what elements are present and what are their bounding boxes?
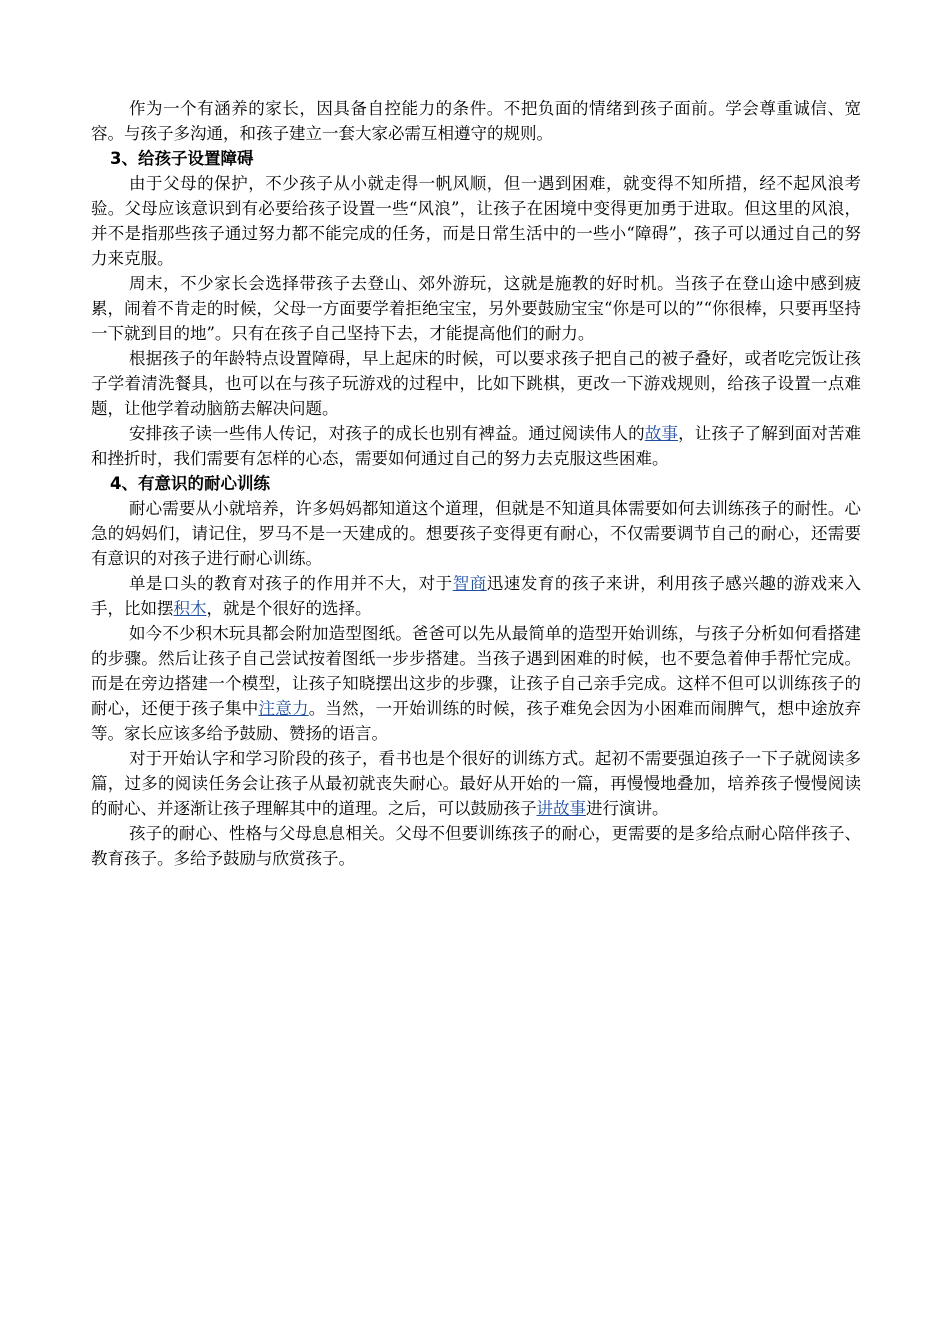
paragraph: 作为一个有涵养的家长，因具备自控能力的条件。不把负面的情绪到孩子面前。学会尊重诚信、宽容。与孩子多沟通，和孩子建立一套大家必需互相遵守的规则。	[91, 99, 861, 143]
paragraph	[91, 621, 861, 746]
paragraph	[91, 421, 861, 471]
link-iq[interactable]: 智商	[452, 574, 487, 593]
paragraph: 根据孩子的年龄特点设置障碍，早上起床的时候，可以要求孩子把自己的被子叠好，或者吃完饭让孩子学着清洗餐具，也可以在与孩子玩游戏的过程中，比如下跳棋，更改一下游戏规则，给孩子设置一点难题，让他学着动脑筋去解决问题。	[91, 349, 861, 418]
paragraph-text: 对于开始认字和学习阶段的孩子，看书也是个很好的训练方式。起初不需要强迫孩子一下子就阅读多篇，过多的阅读任务会让孩子从最初就丧失耐心。最好从开始的一篇，再慢慢地叠加，培养孩子慢慢阅读的耐心、并逐渐让孩子理解其中的道理。之后，可以鼓励孩子	[91, 749, 861, 818]
paragraph-text: 迅速发育的孩子来讲，利用孩子感兴趣的游戏来入手，比如摆	[91, 574, 862, 618]
paragraph-text: ，让孩子了解到面对苦难和挫折时，我们需要有怎样的心态，需要如何通过自己的努力去克服这些困难。	[91, 424, 862, 468]
paragraph-text: 如今不少积木玩具都会附加造型图纸。爸爸可以先从最简单的造型开始训练，与孩子分析如何看搭建的步骤。然后让孩子自己尝试按着图纸一步步搭建。当孩子遇到困难的时候，也不要急着伸手帮忙完成。而是在旁边搭建一个模型，让孩子知晓摆出这步的步骤，让孩子自己亲手完成。这样不但可以训练孩子的耐心，还便于孩子集中	[91, 624, 861, 718]
paragraph-text: ，就是个很好的选择。	[206, 599, 372, 618]
paragraph-text: 进行演讲。	[586, 799, 669, 818]
document-body	[91, 96, 861, 871]
paragraph: 耐心需要从小就培养，许多妈妈都知道这个道理，但就是不知道具体需要如何去训练孩子的耐性。心急的妈妈们，请记住，罗马不是一天建成的。想要孩子变得更有耐心，不仅需要调节自己的耐心，还需要有意识的对孩子进行耐心训练。	[91, 499, 861, 568]
link-blocks[interactable]: 积木	[173, 599, 207, 618]
paragraph: 孩子的耐心、性格与父母息息相关。父母不但要训练孩子的耐心，更需要的是多给点耐心陪伴孩子、教育孩子。多给予鼓励与欣赏孩子。	[91, 824, 861, 868]
link-story[interactable]: 故事	[644, 424, 679, 443]
paragraph	[91, 571, 861, 621]
paragraph: 周末，不少家长会选择带孩子去登山、郊外游玩，这就是施教的好时机。当孩子在登山途中感到疲累，闹着不肯走的时候，父母一方面要学着拒绝宝宝，另外要鼓励宝宝“你是可以的”“你很棒，只要再坚持一下就到目的地”。只有在孩子自己坚持下去，才能提高他们的耐力。	[91, 274, 861, 343]
link-attention[interactable]: 注意力	[258, 699, 309, 718]
link-storytelling[interactable]: 讲故事	[536, 799, 586, 818]
paragraph-text: 安排孩子读一些伟人传记，对孩子的成长也别有裨益。通过阅读伟人的	[129, 424, 645, 443]
section-heading: 3、给孩子设置障碍	[110, 149, 254, 168]
section-heading: 4、有意识的耐心训练	[110, 474, 270, 493]
paragraph	[91, 746, 861, 821]
paragraph-text: 单是口头的教育对孩子的作用并不大，对于	[129, 574, 453, 593]
paragraph: 由于父母的保护，不少孩子从小就走得一帆风顺，但一遇到困难，就变得不知所措，经不起风浪考验。父母应该意识到有必要给孩子设置一些“风浪”，让孩子在困境中变得更加勇于进取。但这里的风浪，并不是指那些孩子通过努力都不能完成的任务，而是日常生活中的一些小“障碍”，孩子可以通过自己的努力来克服。	[91, 174, 861, 268]
paragraph-text: 。当然，一开始训练的时候，孩子难免会因为小困难而闹脾气，想中途放弃等。家长应该多给予鼓励、赞扬的语言。	[91, 699, 862, 743]
